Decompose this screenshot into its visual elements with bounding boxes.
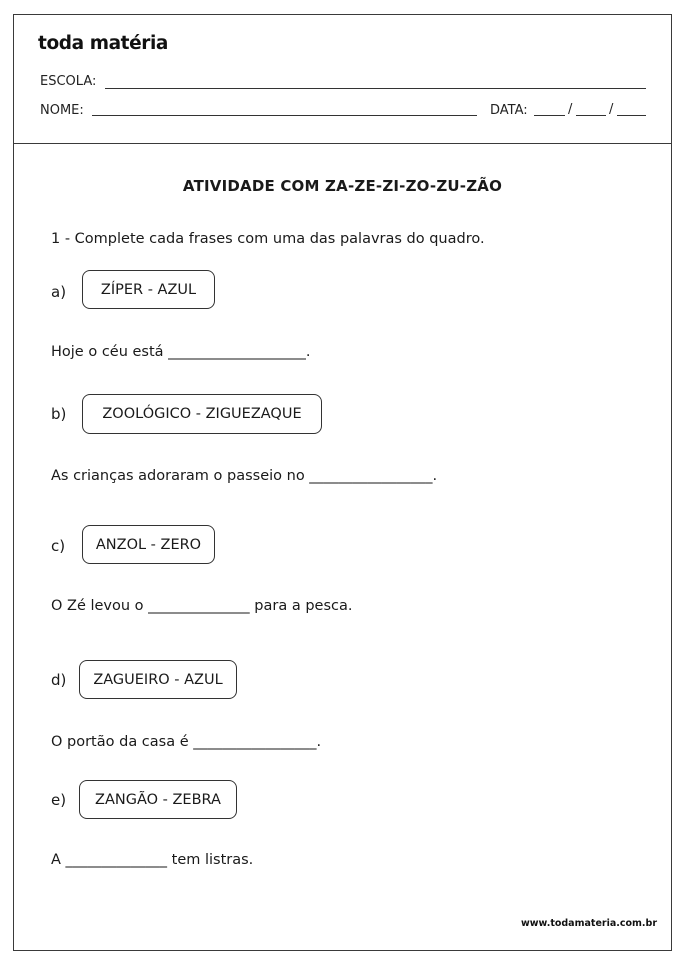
item-e-word-box <box>79 780 237 819</box>
date-month-line <box>576 115 606 116</box>
activity-title: ATIVIDADE COM ZA-ZE-ZI-ZO-ZU-ZÃO <box>182 177 503 195</box>
header-divider <box>14 143 671 144</box>
item-d-words: ZAGUEIRO - AZUL <box>93 671 223 688</box>
item-e-words: ZANGÃO - ZEBRA <box>95 791 221 808</box>
escola-line <box>105 88 646 89</box>
instruction-text: 1 - Complete cada frases com uma das palavras do quadro. <box>51 231 485 247</box>
item-e-letter: e) <box>51 791 67 809</box>
nome-line <box>92 115 477 116</box>
item-a-letter: a) <box>51 283 67 301</box>
data-label: DATA: <box>490 103 528 118</box>
item-b-letter: b) <box>51 405 67 423</box>
item-d-sentence: O portão da casa é _________________. <box>51 734 322 750</box>
footer-url: www.todamateria.com.br <box>520 918 657 929</box>
item-c-sentence: O Zé levou o ______________ para a pesca. <box>51 598 353 614</box>
date-separator-2: / <box>609 102 614 117</box>
item-e-sentence: A ______________ tem listras. <box>51 852 254 868</box>
item-c-words: ANZOL - ZERO <box>95 536 202 553</box>
item-a-word-box <box>82 270 215 309</box>
date-day-line <box>534 115 565 116</box>
item-b-sentence: As crianças adoraram o passeio no _________________. <box>51 468 438 484</box>
date-separator-1: / <box>568 102 573 117</box>
escola-label: ESCOLA: <box>40 74 97 89</box>
item-b-words: ZOOLÓGICO - ZIGUEZAQUE <box>102 406 302 422</box>
item-a-sentence: Hoje o céu está ___________________. <box>51 344 311 360</box>
item-d-word-box <box>79 660 237 699</box>
nome-label: NOME: <box>40 103 84 118</box>
toda-materia-logo: toda matéria <box>38 33 169 54</box>
item-a-words: ZÍPER - AZUL <box>100 281 197 298</box>
item-b-word-box <box>82 394 322 434</box>
worksheet-page <box>13 14 672 951</box>
item-c-letter: c) <box>51 537 66 555</box>
item-c-word-box <box>82 525 215 564</box>
item-d-letter: d) <box>51 671 67 689</box>
date-year-line <box>617 115 646 116</box>
